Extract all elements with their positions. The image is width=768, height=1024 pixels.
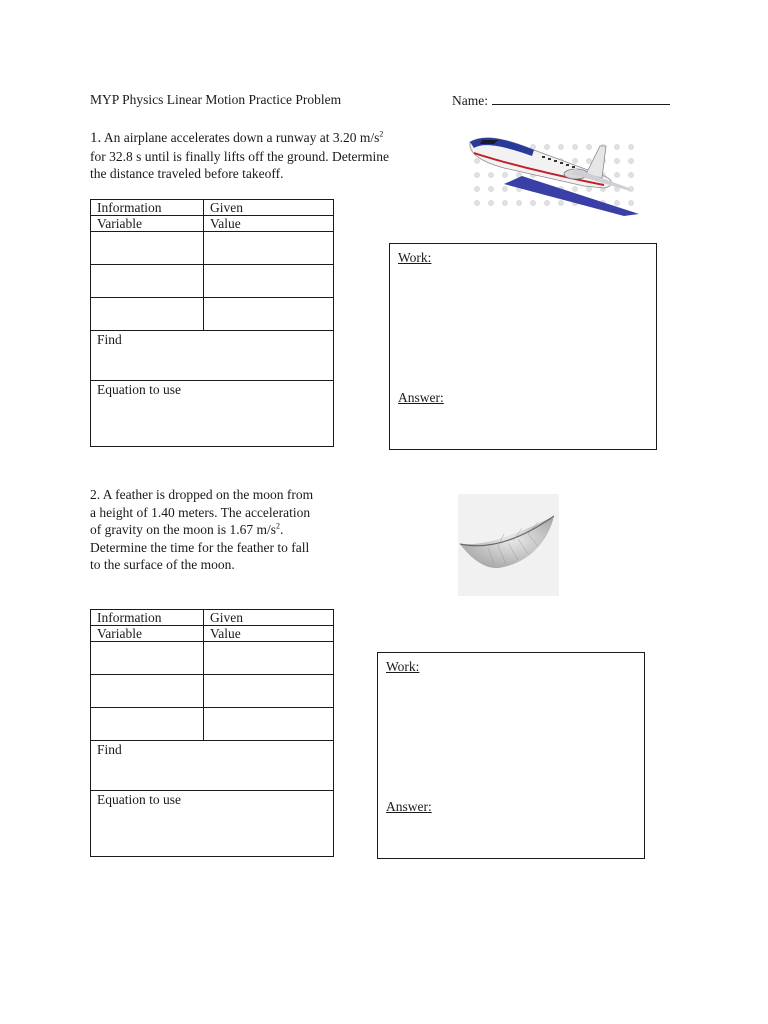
find-cell[interactable]: Find <box>91 331 334 381</box>
work-label: Work: <box>386 659 420 674</box>
work-label: Work: <box>398 250 432 265</box>
table-header-value: Value <box>204 626 334 642</box>
table-cell[interactable] <box>91 642 204 675</box>
table-cell[interactable] <box>204 265 334 298</box>
worksheet-title: MYP Physics Linear Motion Practice Problem <box>90 92 342 107</box>
info-table-1 <box>90 199 334 447</box>
equation-cell[interactable]: Equation to use <box>91 381 334 447</box>
table-cell[interactable] <box>91 708 204 741</box>
table-header-information: Information <box>91 200 204 216</box>
airplane-icon <box>464 128 644 220</box>
table-cell[interactable] <box>204 708 334 741</box>
problem-1-number: 1. <box>90 130 102 146</box>
table-cell[interactable] <box>204 232 334 265</box>
problem-1-text: 1. An airplane accelerates down a runway at 3.20 $m/s^2$ for 32.8 s until is finally lifts off the ground. Determine the distance traveled before takeoff. <box>90 129 389 181</box>
table-cell[interactable] <box>204 298 334 331</box>
problem-2-text: 2. A feather is dropped on the moon from a height of 1.40 meters. The acceleration of gravity on the moon is 1.67 $m/s^2$. Determine the time for the feather to fall to the surface of the moon. <box>90 487 314 572</box>
info-table-2 <box>90 609 334 857</box>
equation-cell[interactable]: Equation to use <box>91 791 334 857</box>
work-box-2[interactable] <box>377 652 645 859</box>
feather-image <box>458 494 559 596</box>
find-cell[interactable]: Find <box>91 741 334 791</box>
name-blank-line[interactable] <box>492 92 670 105</box>
table-header-value: Value <box>204 216 334 232</box>
table-cell[interactable] <box>204 642 334 675</box>
name-label: Name: <box>452 93 488 108</box>
work-box-1[interactable] <box>389 243 657 450</box>
table-cell[interactable] <box>91 265 204 298</box>
answer-label: Answer: <box>386 799 432 814</box>
table-header-information: Information <box>91 610 204 626</box>
table-cell[interactable] <box>91 232 204 265</box>
answer-label: Answer: <box>398 390 444 405</box>
name-field[interactable] <box>452 92 670 109</box>
table-header-given: Given <box>204 610 334 626</box>
airplane-image <box>464 128 644 220</box>
table-cell[interactable] <box>91 675 204 708</box>
table-header-given: Given <box>204 200 334 216</box>
table-header-variable: Variable <box>91 216 204 232</box>
feather-icon <box>458 494 559 596</box>
table-cell[interactable] <box>204 675 334 708</box>
table-cell[interactable] <box>91 298 204 331</box>
table-header-variable: Variable <box>91 626 204 642</box>
